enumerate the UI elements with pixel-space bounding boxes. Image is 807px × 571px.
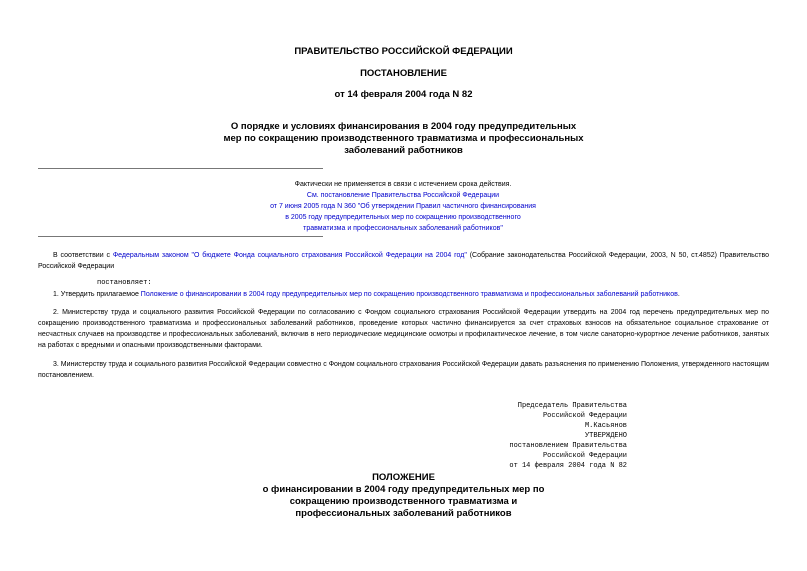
item-1 <box>53 289 769 300</box>
title-line: мер по сокращению производственного травматизма и профессиональных <box>223 133 584 144</box>
title-line: О порядке и условиях финансирования в 2004 году предупредительных <box>230 121 577 132</box>
separator-line-bottom <box>38 236 323 237</box>
signature-line: Российской Федерации <box>542 412 627 420</box>
title-line: заболеваний работников <box>344 145 463 156</box>
regulation-link[interactable]: Положение о финансировании в 2004 году предупредительных мер по сокращению производственного травматизма и профессиональных заболеваний работников <box>140 291 678 298</box>
document-date-number: от 14 февраля 2004 года N 82 <box>334 89 473 100</box>
signature-block <box>488 401 627 431</box>
note-link-line[interactable]: от 7 июня 2005 года N 360 "Об утверждении Правил частичного финансирования <box>270 203 536 210</box>
note-link[interactable] <box>230 212 576 223</box>
signature-line: Председатель Правительства <box>517 402 627 410</box>
government-heading: ПРАВИТЕЛЬСТВО РОССИЙСКОЙ ФЕДЕРАЦИИ <box>294 46 513 57</box>
item-1-prefix: 1. Утвердить прилагаемое <box>53 291 141 298</box>
document-title <box>0 121 807 157</box>
item-3: 3. Министерству труда и социального развития Российской Федерации совместно с Фондом социального страхования Российской Федерации давать разъяснения по применению Положения, утвержденного настоящим постановлением. <box>38 361 769 379</box>
item-2: 2. Министерству труда и социального развития Российской Федерации по согласованию с Фондом социального страхования Российской Федерации утвердить на 2004 год перечень предупредительных мер по сокращению производственного травматизма и профессиональных заболеваний работников, проведение которых частично финансируется за счет страховых взносов на обязательное социальное страхование от несчастных случаев на производстве и профессиональных заболеваний, включив в него периодические медицинские осмотры и профилактическое лечение, в том числе санаторно-курортное лечение работников, занятых на работах с вредными и опасными производственными факторами. <box>38 309 769 349</box>
approval-line: Российской Федерации <box>542 452 627 460</box>
federal-law-link[interactable]: Федеральным законом "О бюджете Фонда социального страхования Российской Федерации на 2004 год" <box>112 252 467 259</box>
document-type: ПОСТАНОВЛЕНИЕ <box>360 68 447 79</box>
note-link[interactable] <box>230 190 576 201</box>
regulation-subtitle-line: о финансировании в 2004 году предупредительных мер по <box>262 484 545 495</box>
regulation-subtitle <box>0 484 807 520</box>
note-link-line[interactable]: травматизма и профессиональных заболеваний работников" <box>303 225 503 232</box>
separator-line-top <box>38 168 323 169</box>
approval-block <box>488 431 627 471</box>
note-link[interactable] <box>230 223 576 234</box>
intro-paragraph <box>38 250 769 272</box>
note-link-line[interactable]: в 2005 году предупредительных мер по сокращению производственного <box>285 214 521 221</box>
signature-line: М.Касьянов <box>584 422 627 430</box>
status-note <box>230 179 576 234</box>
decides-word: постановляет: <box>97 279 152 287</box>
item-1-suffix: . <box>677 291 680 298</box>
note-link[interactable] <box>230 201 576 212</box>
regulation-title: ПОЛОЖЕНИЕ <box>372 472 435 483</box>
note-line: Фактически не применяется в связи с истечением срока действия. <box>294 181 512 188</box>
approval-line: от 14 февраля 2004 года N 82 <box>509 462 627 470</box>
intro-prefix: В соответствии с <box>53 252 113 259</box>
note-link-line[interactable]: См. постановление Правительства Российской Федерации <box>306 192 500 199</box>
approval-line: УТВЕРЖДЕНО <box>584 432 627 440</box>
regulation-subtitle-line: сокращению производственного травматизма и <box>289 496 518 507</box>
intro-suffix: (Собрание законодательства Российской Федерации, 2003, N 50, ст.4852) Правительство Российской Федерации <box>38 252 770 270</box>
approval-line: постановлением Правительства <box>509 442 627 450</box>
regulation-subtitle-line: профессиональных заболеваний работников <box>295 508 512 519</box>
